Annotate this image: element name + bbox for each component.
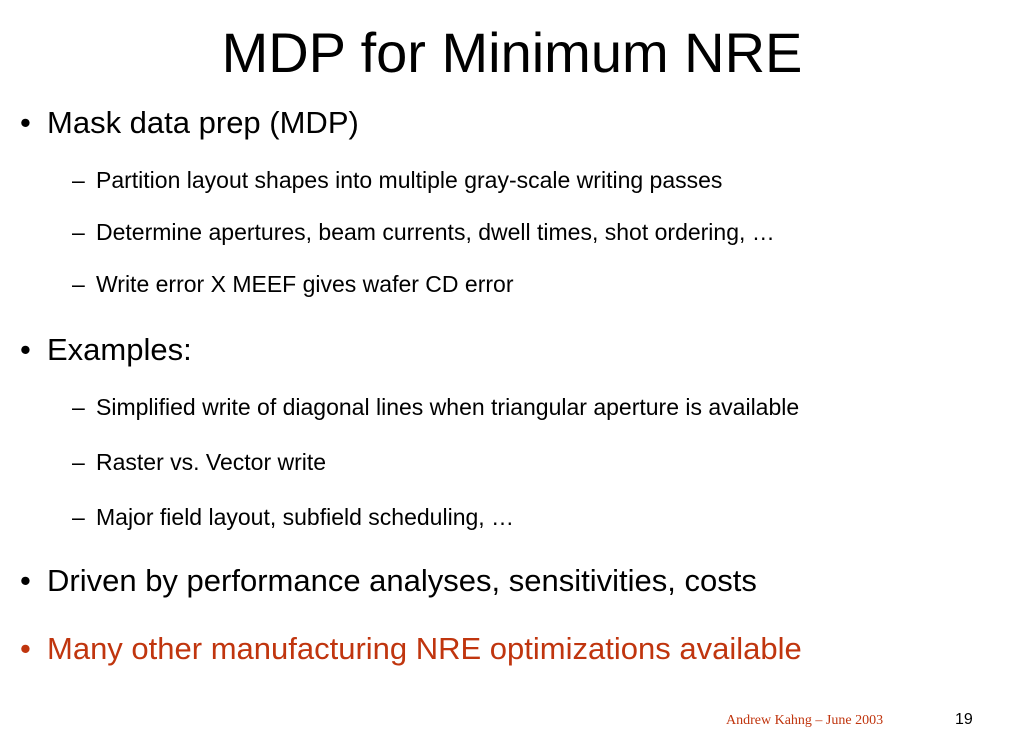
sub-bullet-text: Raster vs. Vector write bbox=[96, 449, 327, 475]
bullet-item bbox=[20, 331, 192, 369]
dash-icon: – bbox=[72, 449, 85, 475]
bullet-text: Many other manufacturing NRE optimizations available bbox=[47, 631, 802, 666]
bullet-item-highlighted bbox=[20, 630, 802, 668]
sub-bullet-item bbox=[72, 218, 775, 246]
sub-bullet-text: Determine apertures, beam currents, dwell times, shot ordering, … bbox=[96, 219, 775, 245]
bullet-item bbox=[20, 562, 757, 600]
sub-bullet-item bbox=[72, 448, 326, 476]
sub-bullet-text: Partition layout shapes into multiple gray-scale writing passes bbox=[96, 167, 723, 193]
dash-icon: – bbox=[72, 219, 85, 245]
dash-icon: – bbox=[72, 394, 85, 420]
dash-icon: – bbox=[72, 504, 85, 530]
bullet-text: Driven by performance analyses, sensitivities, costs bbox=[47, 563, 757, 598]
bullet-icon: • bbox=[20, 631, 31, 666]
bullet-icon: • bbox=[20, 563, 31, 598]
bullet-icon: • bbox=[20, 332, 31, 367]
bullet-text: Mask data prep (MDP) bbox=[47, 105, 359, 140]
footer-author: Andrew Kahng – June 2003 bbox=[726, 713, 884, 728]
bullet-icon: • bbox=[20, 105, 31, 140]
sub-bullet-item bbox=[72, 166, 722, 194]
bullet-item bbox=[20, 104, 359, 142]
sub-bullet-item bbox=[72, 270, 513, 298]
sub-bullet-item bbox=[72, 503, 514, 531]
sub-bullet-text: Write error X MEEF gives wafer CD error bbox=[96, 271, 514, 297]
slide-title: MDP for Minimum NRE bbox=[221, 21, 803, 84]
bullet-text: Examples: bbox=[47, 332, 192, 367]
sub-bullet-item bbox=[72, 393, 799, 421]
page-number: 19 bbox=[955, 711, 973, 728]
sub-bullet-text: Major field layout, subfield scheduling, … bbox=[96, 504, 515, 530]
dash-icon: – bbox=[72, 271, 85, 297]
dash-icon: – bbox=[72, 167, 85, 193]
sub-bullet-text: Simplified write of diagonal lines when triangular aperture is available bbox=[96, 394, 800, 420]
